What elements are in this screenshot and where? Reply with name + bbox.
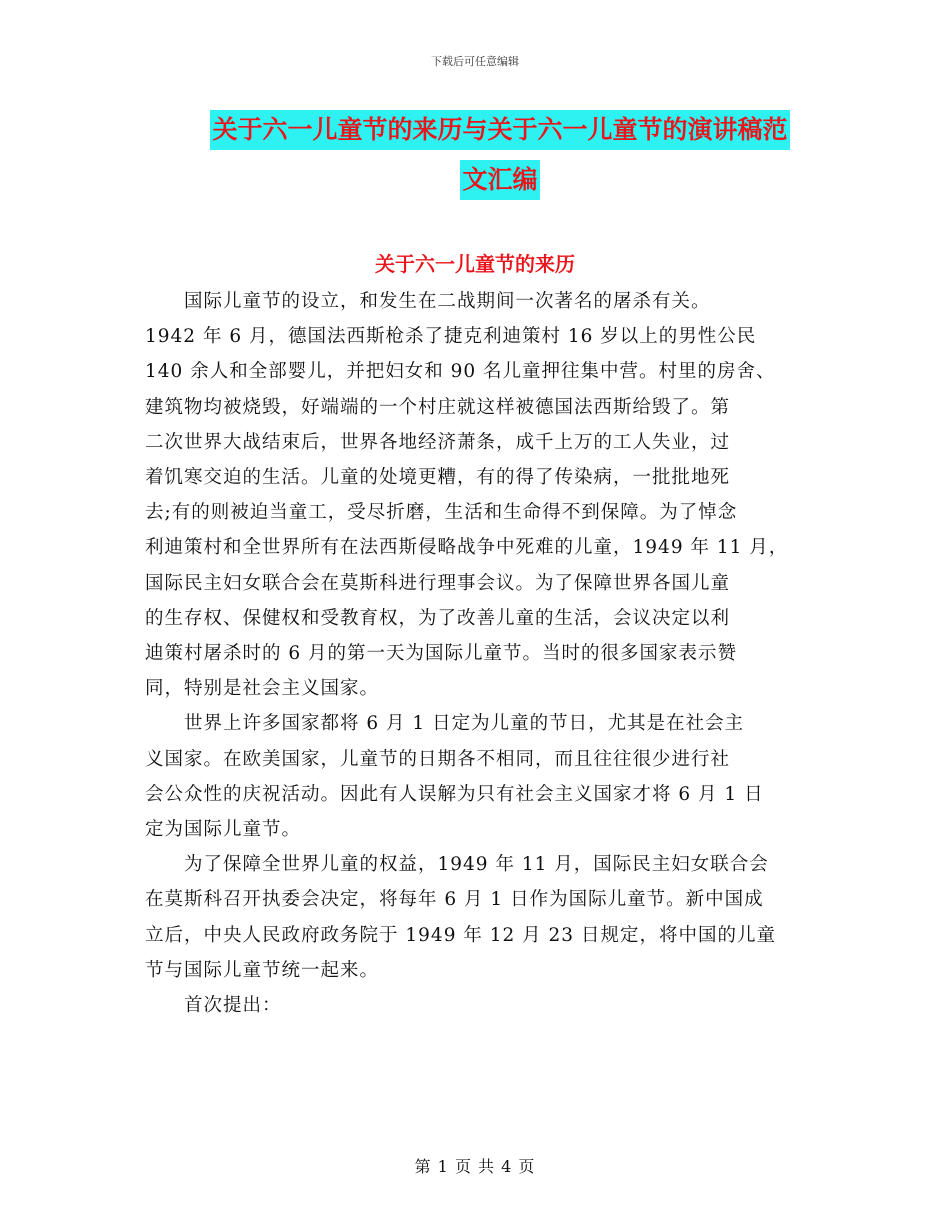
text-line: 的生存权、保健权和受教育权，为了改善儿童的生活，会议决定以利: [145, 607, 731, 629]
text-line: 二次世界大战结束后，世界各地经济萧条，成千上万的工人失业，过: [145, 431, 731, 453]
text-line: 世界上许多国家都将 6 月 1 日定为儿童的节日，尤其是在社会主: [145, 713, 745, 735]
paragraph: [145, 284, 820, 706]
text-line: 首次提出：: [145, 995, 282, 1017]
page-footer: 第 1 页 共 4 页: [414, 1157, 536, 1176]
text-line: 去;有的则被迫当童工，受尽折磨，生活和生命得不到保障。为了悼念: [145, 502, 738, 524]
text-line: 迪策村屠杀时的 6 月的第一天为国际儿童节。当时的很多国家表示赞: [145, 643, 738, 665]
text-line: 国际民主妇女联合会在莫斯科进行理事会议。为了保障世界各国儿童: [145, 572, 731, 594]
text-line: 同，特别是社会主义国家。: [145, 678, 380, 700]
text-line: 国际儿童节的设立，和发生在二战期间一次著名的屠杀有关。: [145, 291, 711, 312]
text-line: 着饥寒交迫的生活。儿童的处境更糟，有的得了传染病，一批批地死: [145, 467, 731, 489]
paragraph: [145, 706, 820, 847]
paragraph: [145, 988, 820, 1023]
text-line: 在莫斯科召开执委会决定，将每年 6 月 1 日作为国际儿童节。新中国成: [145, 889, 764, 911]
text-line: 节与国际儿童节统一起来。: [145, 959, 380, 981]
text-line: 1942 年 6 月，德国法西斯枪杀了捷克利迪策村 16 岁以上的男性公民: [145, 326, 757, 348]
text-line: 建筑物均被烧毁，好端端的一个村庄就这样被德国法西斯给毁了。第: [145, 396, 731, 418]
text-line: 立后，中央人民政府政务院于 1949 年 12 月 23 日规定，将中国的儿童: [145, 924, 776, 946]
paragraph: [145, 847, 820, 988]
title-line-2: 文汇编: [460, 160, 539, 200]
text-line: 利迪策村和全世界所有在法西斯侵略战争中死难的儿童，1949 年 11 月，: [145, 537, 789, 559]
body-text: [145, 284, 820, 1023]
text-line: 为了保障全世界儿童的权益，1949 年 11 月，国际民主妇女联合会: [145, 854, 769, 876]
text-line: 定为国际儿童节。: [145, 819, 302, 841]
text-line: 义国家。在欧美国家，儿童节的日期各不相同，而且往往很少进行社: [145, 748, 731, 770]
text-line: 140 余人和全部婴儿，并把妇女和 90 名儿童押往集中营。村里的房舍、: [145, 361, 776, 383]
section-title: 关于六一儿童节的来历: [375, 252, 575, 276]
title-line-1: 关于六一儿童节的来历与关于六一儿童节的演讲稿范: [210, 110, 789, 150]
document-title: [150, 110, 850, 210]
text-line: 会公众性的庆祝活动。因此有人误解为只有社会主义国家才将 6 月 1 日: [145, 783, 764, 805]
header-note: 下载后可任意编辑: [431, 55, 519, 68]
